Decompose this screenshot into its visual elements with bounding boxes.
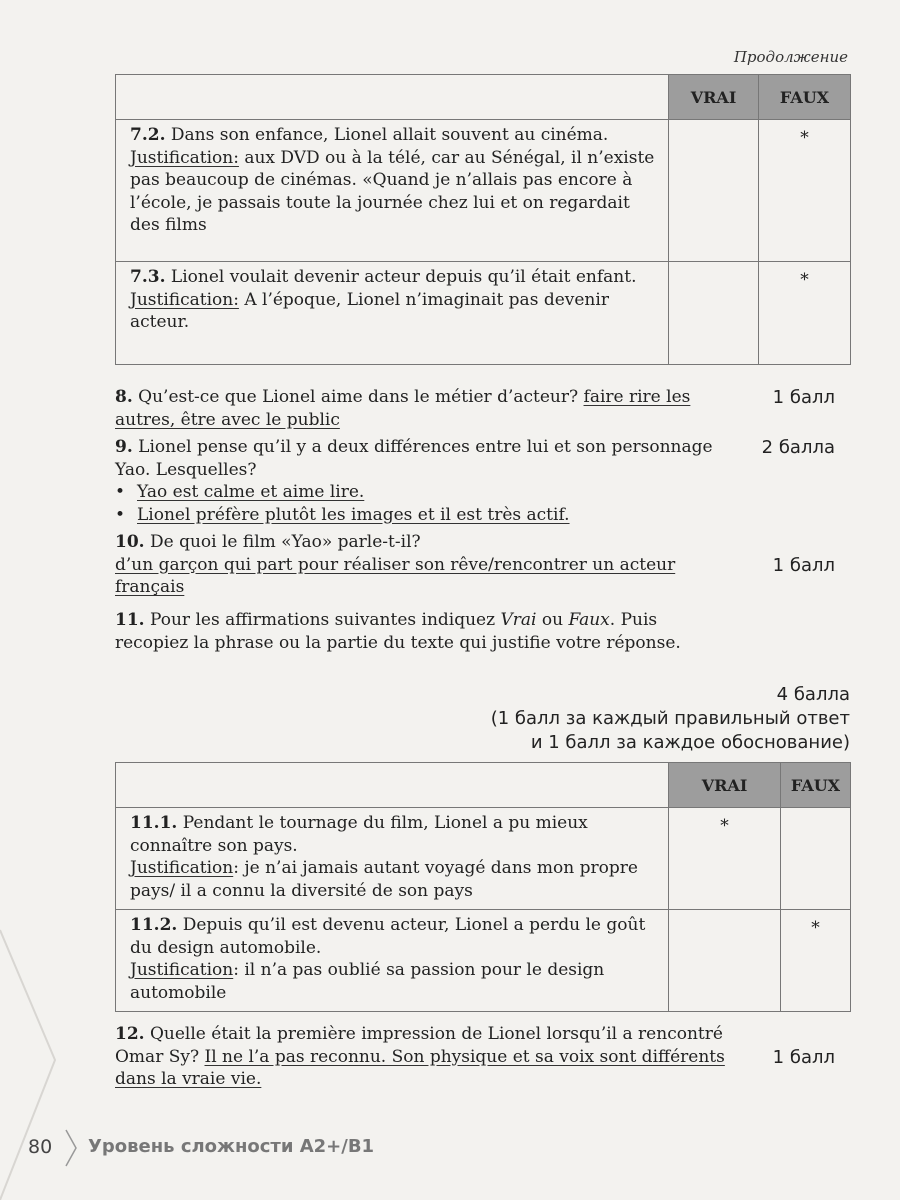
bullet-icon: •: [115, 504, 126, 525]
statement-cell: [116, 910, 669, 1012]
justification-label: Justification:: [130, 147, 239, 168]
points-q8: 1 балл: [772, 387, 835, 408]
item-number: 11.1.: [130, 813, 178, 833]
statement-text: Depuis qu’il est devenu acteur, Lionel a perdu le goût du design automobile.: [130, 915, 646, 958]
table-row: [116, 808, 851, 910]
question-text: Lionel pense qu’il y a deux différences entre lui et son personnage Yao. Lesquelles?: [115, 437, 713, 480]
table-header-row: [116, 763, 851, 808]
footer-title: Уровень сложности А2+/В1: [88, 1136, 375, 1157]
table-row: [116, 120, 851, 262]
question-number: 8.: [115, 387, 133, 407]
list-item: [115, 504, 735, 527]
question-text: Qu’est-ce que Lionel aime dans le métier d’acteur?: [138, 387, 579, 407]
item-number: 7.2.: [130, 125, 166, 145]
justification-label: Justification: [130, 960, 234, 980]
points-q12: 1 балл: [772, 1047, 835, 1068]
question-number: 9.: [115, 437, 133, 457]
item-number: 11.2.: [130, 915, 178, 935]
question-text: ou: [541, 610, 564, 630]
faux-cell: *: [759, 120, 851, 262]
points-q10: 1 балл: [772, 555, 835, 576]
question-text: Pour les affirmations suivantes indiquez: [149, 610, 496, 630]
justification-text: : je n’ai jamais autant voyagé dans mon propre pays/ il a connu la diversité de son pays: [130, 858, 638, 901]
question-number: 11.: [115, 610, 145, 630]
answer-text: faire rire les autres, être avec le public: [115, 387, 691, 430]
statement-cell: [116, 120, 669, 262]
table-row: [116, 910, 851, 1012]
blank-header-cell: [116, 763, 669, 808]
faux-cell: *: [781, 910, 851, 1012]
question-text: . Puis recopiez la phrase ou la partie du texte qui justifie votre réponse.: [115, 610, 681, 653]
points-q9: 2 балла: [761, 437, 835, 458]
table-header-row: [116, 75, 851, 120]
statement-text: Dans son enfance, Lionel allait souvent au cinéma.: [170, 125, 609, 145]
faux-header: FAUX: [781, 763, 851, 808]
chevron-right-icon: [62, 1128, 82, 1168]
points-q11: [491, 683, 850, 755]
bullet-icon: •: [115, 482, 126, 502]
question-number: 12.: [115, 1024, 145, 1044]
justification-text: : il n’a pas oublié sa passion pour le design automobile: [130, 960, 605, 1003]
faux-cell: *: [759, 262, 851, 365]
statement-cell: [116, 808, 669, 910]
page-number: 80: [28, 1136, 53, 1158]
vrai-header: VRAI: [669, 75, 759, 120]
item-number: 7.3.: [130, 267, 166, 287]
points-note: и 1 балл за каждое обоснование): [530, 732, 850, 753]
statement-cell: [116, 262, 669, 365]
justification-label: Justification: [130, 858, 234, 878]
faux-word: Faux: [568, 610, 610, 630]
question-10: [115, 531, 735, 599]
page-edge-decoration: [0, 0, 120, 1200]
points-note: (1 балл за каждый правильный ответ: [490, 708, 850, 729]
question-text: Quelle était la première impression de Lionel lorsqu’il a rencontré Omar Sy?: [115, 1024, 723, 1067]
answer-text: Lionel préfère plutôt les images et il est très actif.: [137, 504, 570, 525]
question-text: De quoi le film «Yao» parle-t-il?: [149, 532, 421, 552]
faux-cell: [781, 808, 851, 910]
question-8: [115, 386, 735, 431]
vrai-cell: [669, 910, 781, 1012]
list-item: [115, 481, 735, 504]
continuation-label: Продолжение: [733, 48, 848, 66]
answer-text: Yao est calme et aime lire.: [137, 482, 365, 502]
true-false-table-2: [115, 762, 851, 1012]
vrai-cell: *: [669, 808, 781, 910]
true-false-table-1: [115, 74, 851, 365]
answer-text: Il ne l’a pas reconnu. Son physique et sa voix sont différents dans la vraie vie.: [115, 1046, 725, 1089]
question-11: [115, 609, 735, 654]
justification-label: Justification:: [130, 289, 239, 310]
points-total: 4 балла: [776, 684, 850, 705]
vrai-cell: [669, 262, 759, 365]
question-9: [115, 436, 735, 526]
faux-header: FAUX: [759, 75, 851, 120]
statement-text: Pendant le tournage du film, Lionel a pu mieux connaître son pays.: [130, 813, 588, 856]
vrai-cell: [669, 120, 759, 262]
statement-text: Lionel voulait devenir acteur depuis qu’il était enfant.: [170, 267, 637, 287]
vrai-word: Vrai: [500, 610, 537, 630]
question-12: [115, 1023, 735, 1091]
justification-text: A l’époque, Lionel n’imaginait pas devenir acteur.: [130, 289, 609, 332]
answer-text: d’un garçon qui part pour réaliser son rêve/rencontrer un acteur français: [115, 554, 676, 597]
vrai-header: VRAI: [669, 763, 781, 808]
table-row: [116, 262, 851, 365]
question-number: 10.: [115, 532, 145, 552]
justification-text: aux DVD ou à la télé, car au Sénégal, il n’existe pas beaucoup de cinémas. «Quand je n’allais pas encore à l’école, je passais toute la journée chez lui et on regardait des films: [130, 147, 655, 235]
blank-header-cell: [116, 75, 669, 120]
